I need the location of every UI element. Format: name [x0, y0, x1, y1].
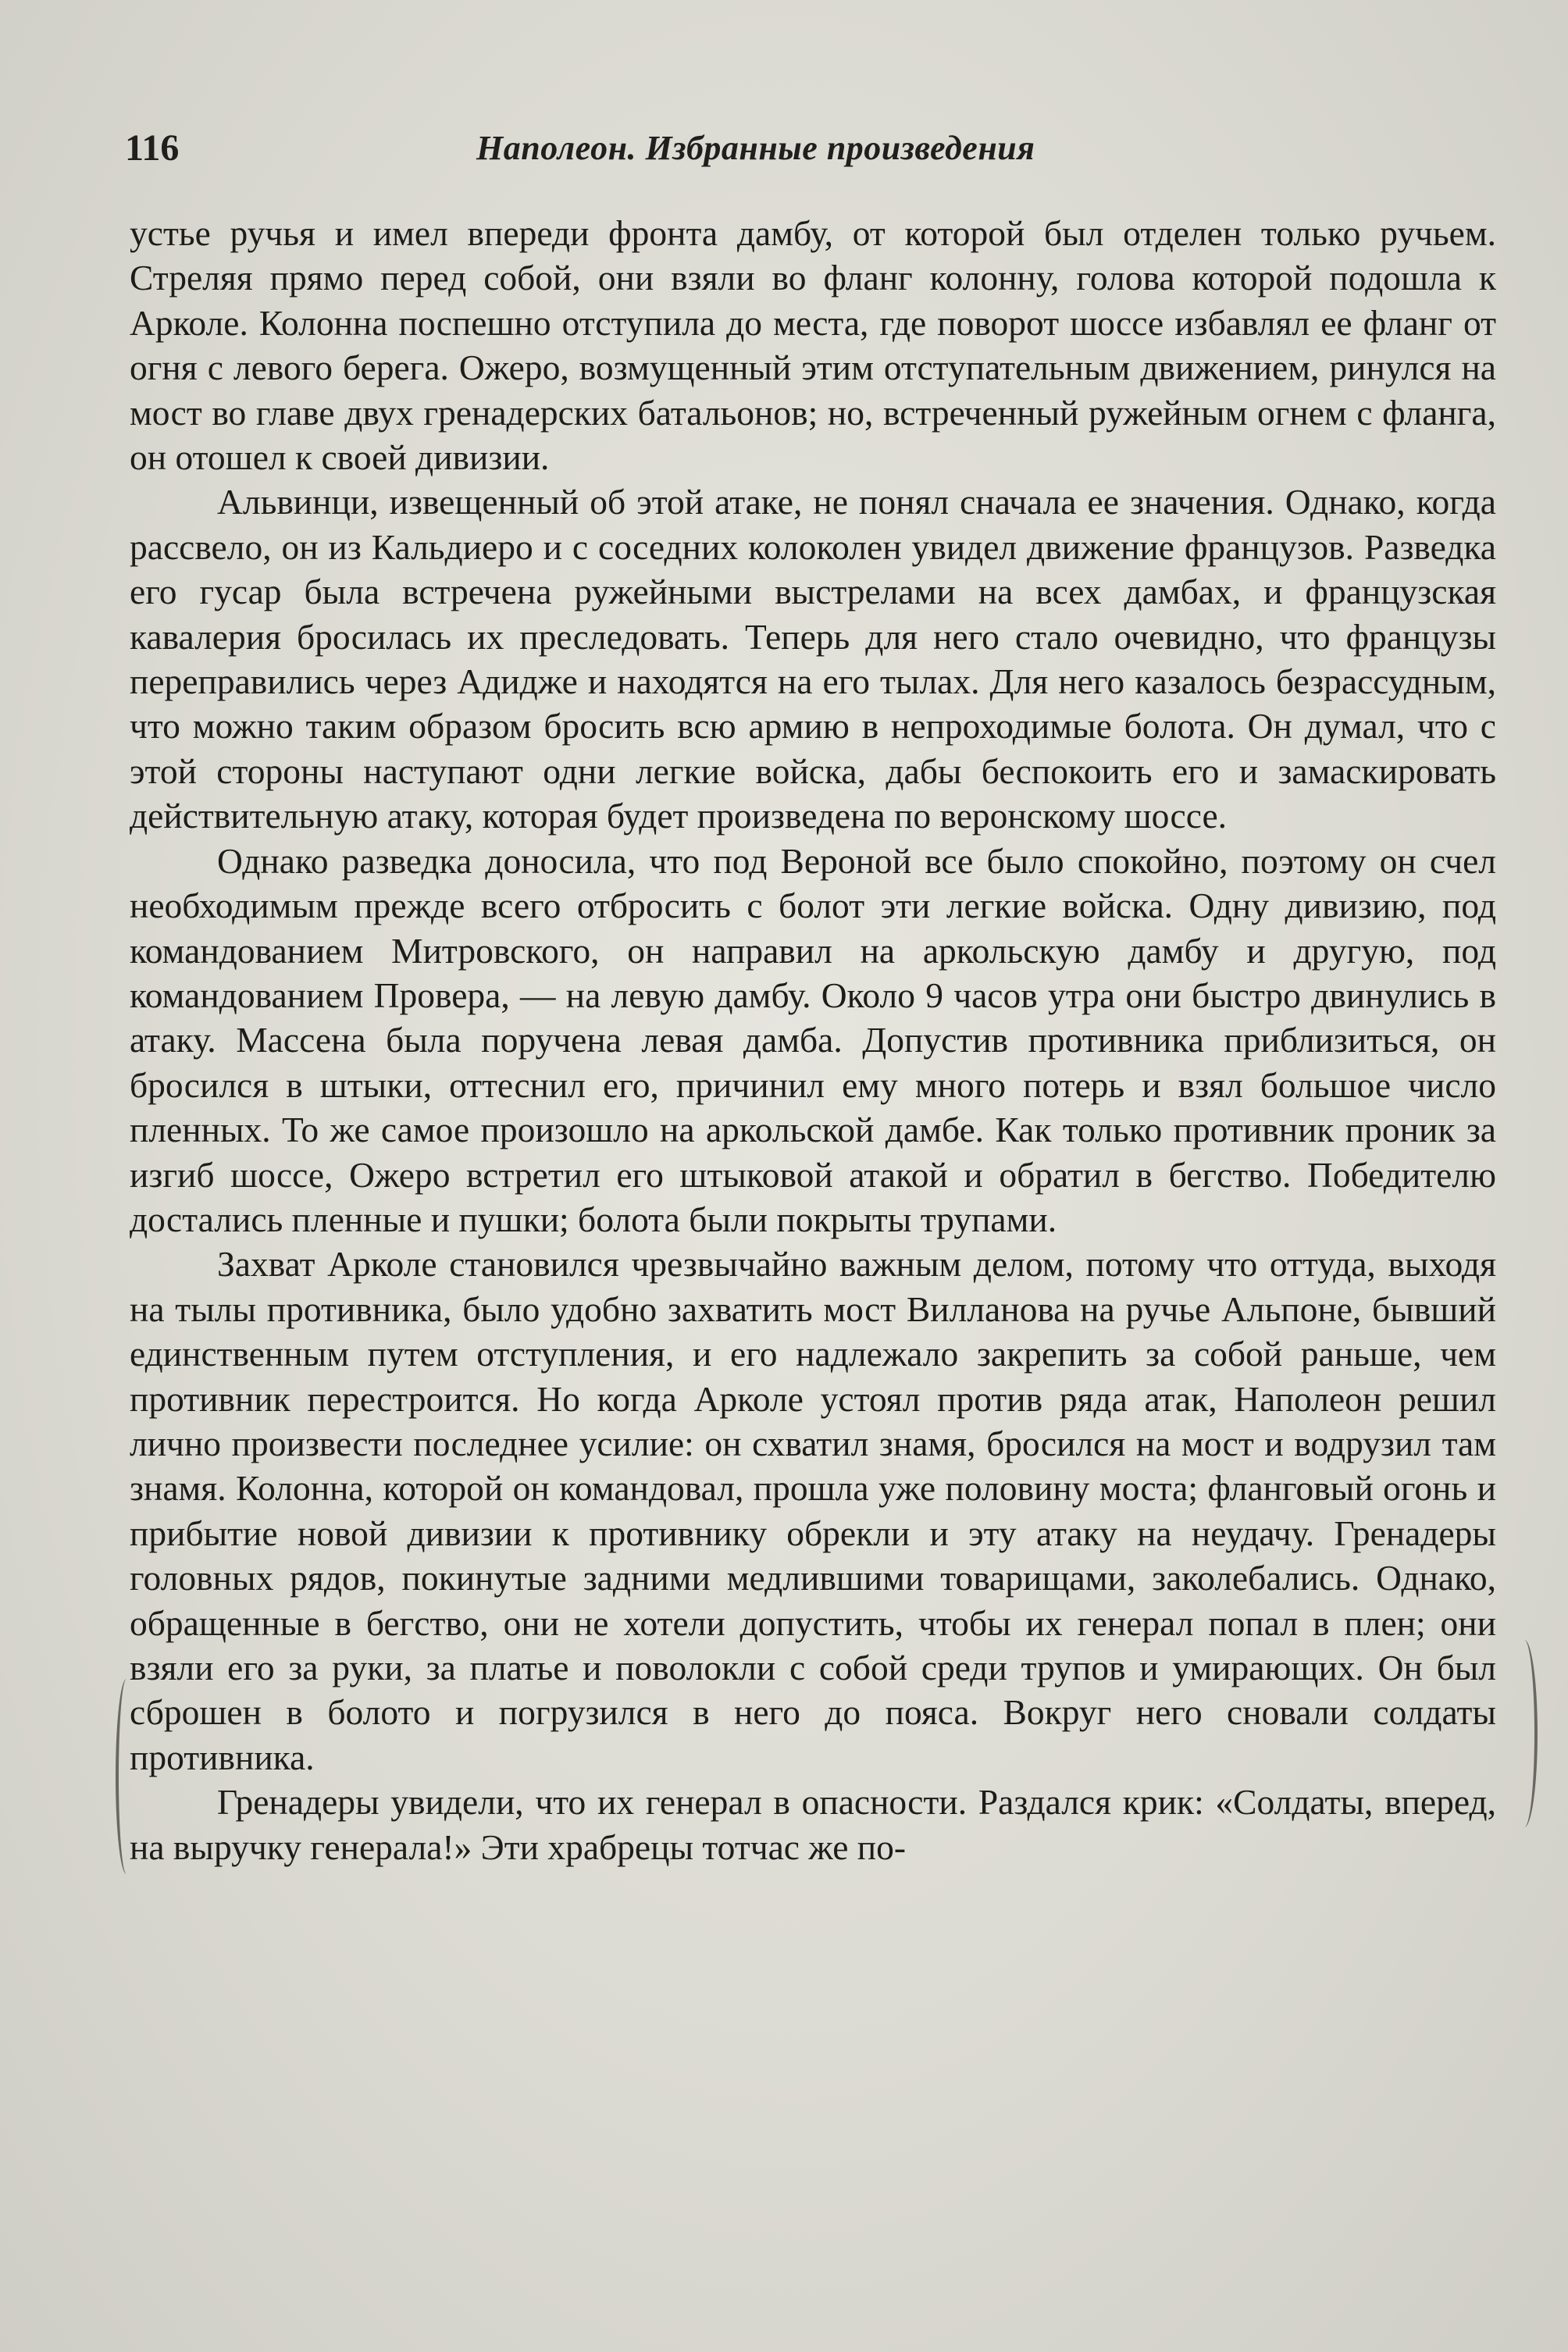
paragraph-4: Захват Арколе становился чрезвычайно важным делом, потому что оттуда, выходя на тылы противника, было удобно захватить мост Вилланова на ручье Альпоне, бывший единственным путем отступления, и его надлежало закрепить за собой раньше, чем противник перестроится. Но когда Арколе устоял против ряда атак, Наполеон решил лично произвести последнее усилие: он схватил знамя, бросился на мост и водрузил там знамя. Колонна, которой он командовал, прошла уже половину моста; фланговый огонь и прибытие новой дивизии к противнику обрекли и эту атаку на неудачу. Гренадеры головных рядов, покинутые задними медлившими товарищами, заколебались. Однако, обращенные в бегство, они не хотели допустить, чтобы их генерал попал в плен; они взяли его за руки, за платье и поволокли с собой среди трупов и умирающих. Он был сброшен в болото и погрузился в него до пояса. Вокруг него сновали солдаты противника. — [130, 1244, 1496, 1777]
page-number: 116 — [125, 127, 180, 169]
margin-bracket-right — [1511, 1640, 1538, 1827]
body-text — [130, 211, 1496, 1869]
paragraph-5: Гренадеры увидели, что их генерал в опасности. Раздался крик: «Солдаты, вперед, на выручку генерала!» Эти храбрецы тотчас же по- — [130, 1782, 1496, 1867]
paragraph-2: Альвинци, извещенный об этой атаке, не понял сначала ее значения. Однако, когда рассвело, он из Кальдиеро и с соседних колоколен увидел движение французов. Разведка его гусар была встречена ружейными выстрелами на всех дамбах, и французская кавалерия бросилась их преследовать. Теперь для него стало очевидно, что французы переправились через Адидже и находятся на его тылах. Для него казалось безрассудным, что можно таким образом бросить всю армию в непроходимые болота. Он думал, что с этой стороны наступают одни легкие войска, дабы беспокоить его и замаскировать действительную атаку, которая будет произведена по веронскому шоссе. — [130, 482, 1496, 836]
margin-bracket-left — [116, 1679, 137, 1874]
running-title: Наполеон. Избранные произведения — [476, 129, 1035, 167]
page-header — [125, 127, 1484, 181]
paragraph-1: устье ручья и имел впереди фронта дамбу, от которой был отделен только ручьем. Стреляя прямо перед собой, они взяли во фланг колонну, голова которой подошла к Арколе. Колонна поспешно отступила до места, где поворот шоссе избавлял ее фланг от огня с левого берега. Ожеро, возмущенный этим отступательным движением, ринулся на мост во главе двух гренадерских батальонов; но, встреченный ружейным огнем с фланга, он отошел к своей дивизии. — [130, 213, 1496, 478]
paragraph-3: Однако разведка доносила, что под Вероной все было спокойно, поэтому он счел необходимым прежде всего отбросить с болот эти легкие войска. Одну дивизию, под командованием Митровского, он направил на аркольскую дамбу и другую, под командованием Провера, — на левую дамбу. Около 9 часов утра они быстро двинулись в атаку. Массена была поручена левая дамба. Допустив противника приблизиться, он бросился в штыки, оттеснил его, причинил ему много потерь и взял большое число пленных. То же самое произошло на аркольской дамбе. Как только противник проник за изгиб шоссе, Ожеро встретил его штыковой атакой и обратил в бегство. Победителю достались пленные и пушки; болота были покрыты трупами. — [130, 840, 1496, 1239]
